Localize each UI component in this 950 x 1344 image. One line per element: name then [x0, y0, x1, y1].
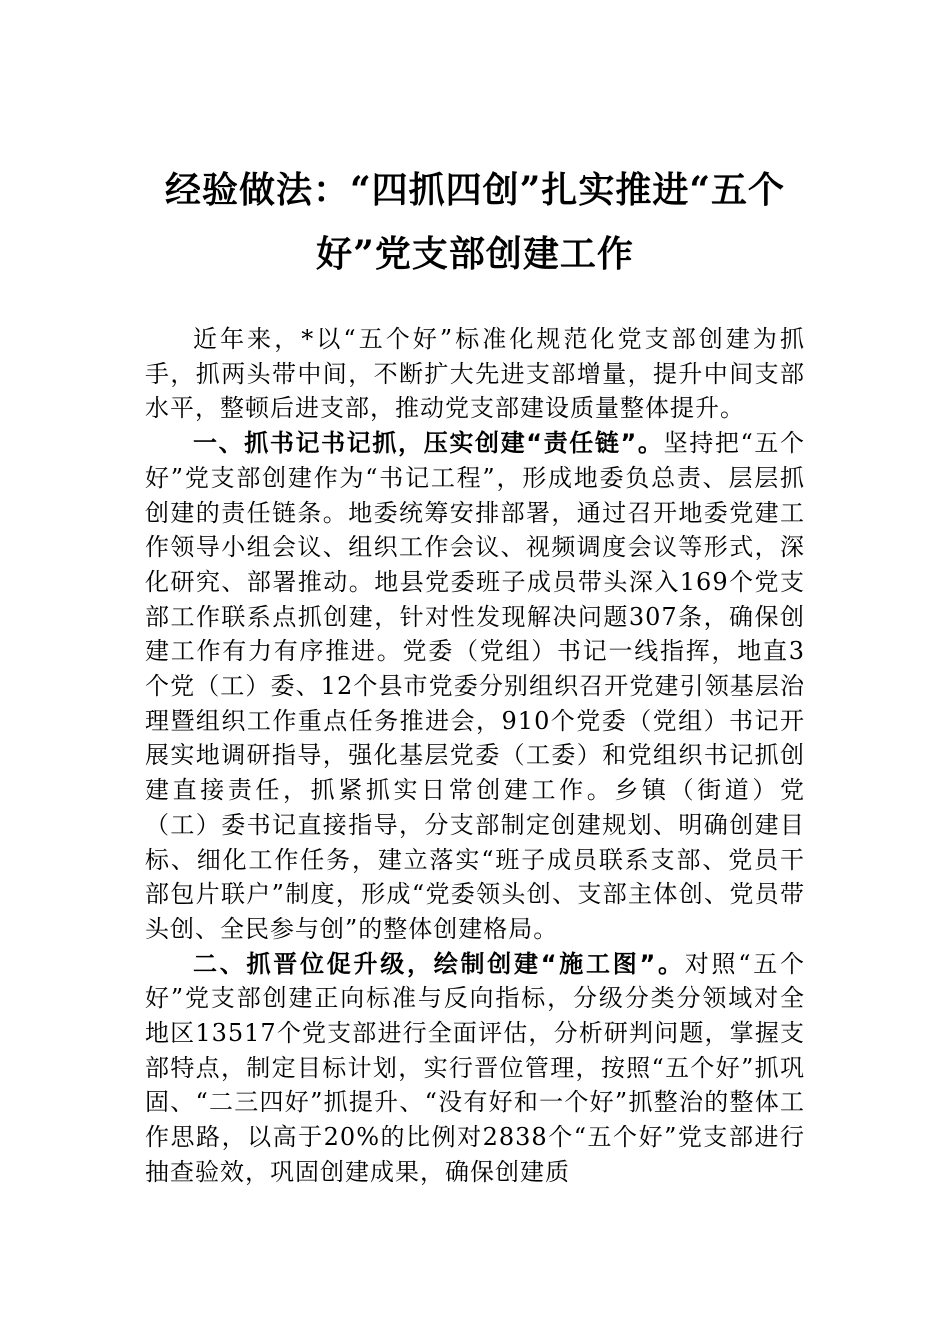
paragraph-section-2 [145, 947, 805, 1190]
document-title: 经验做法：“四抓四创”扎实推进“五个好”党支部创建工作 [164, 169, 786, 275]
section-heading: 二、抓晋位促升级，绘制创建“施工图”。 [193, 949, 685, 978]
paragraph-text: 对照“五个好”党支部创建正向标准与反向指标，分级分类分领域对全地区13517个党支部进行全面评估，分析研判问题，掌握支部特点，制定目标计划，实行晋位管理，按照“五个好”抓巩固、“二三四好”抓提升、“没有好和一个好”抓整治的整体工作思路，以高于20%的比例对2838个“五个好”党支部进行抽查验效，巩固创建成果，确保创建质 [145, 949, 805, 1186]
document-body [145, 322, 805, 1190]
paragraph-intro [145, 322, 805, 426]
paragraph-text: 近年来，*以“五个好”标准化规范化党支部创建为抓手，抓两头带中间，不断扩大先进支部增量，提升中间支部水平，整顿后进支部，推动党支部建设质量整体提升。 [145, 325, 805, 423]
section-heading: 一、抓书记书记抓，压实创建“责任链”。 [193, 429, 664, 458]
paragraph-text: 坚持把“五个好”党支部创建作为“书记工程”，形成地委负总责、层层抓创建的责任链条。地委统筹安排部署，通过召开地委党建工作领导小组会议、组织工作会议、视频调度会议等形式，深化研究、部署推动。地县党委班子成员带头深入169个党支部工作联系点抓创建，针对性发现解决问题307条，确保创建工作有力有序推进。党委（党组）书记一线指挥，地直3个党（工）委、12个县市党委分别组织召开党建引领基层治理暨组织工作重点任务推进会，910个党委（党组）书记开展实地调研指导，强化基层党委（工委）和党组织书记抓创建直接责任，抓紧抓实日常创建工作。乡镇（街道）党（工）委书记直接指导，分支部制定创建规划、明确创建目标、细化工作任务，建立落实“班子成员联系支部、党员干部包片联户”制度，形成“党委领头创、支部主体创、党员带头创、全民参与创”的整体创建格局。 [145, 429, 805, 943]
paragraph-section-1 [145, 426, 805, 947]
